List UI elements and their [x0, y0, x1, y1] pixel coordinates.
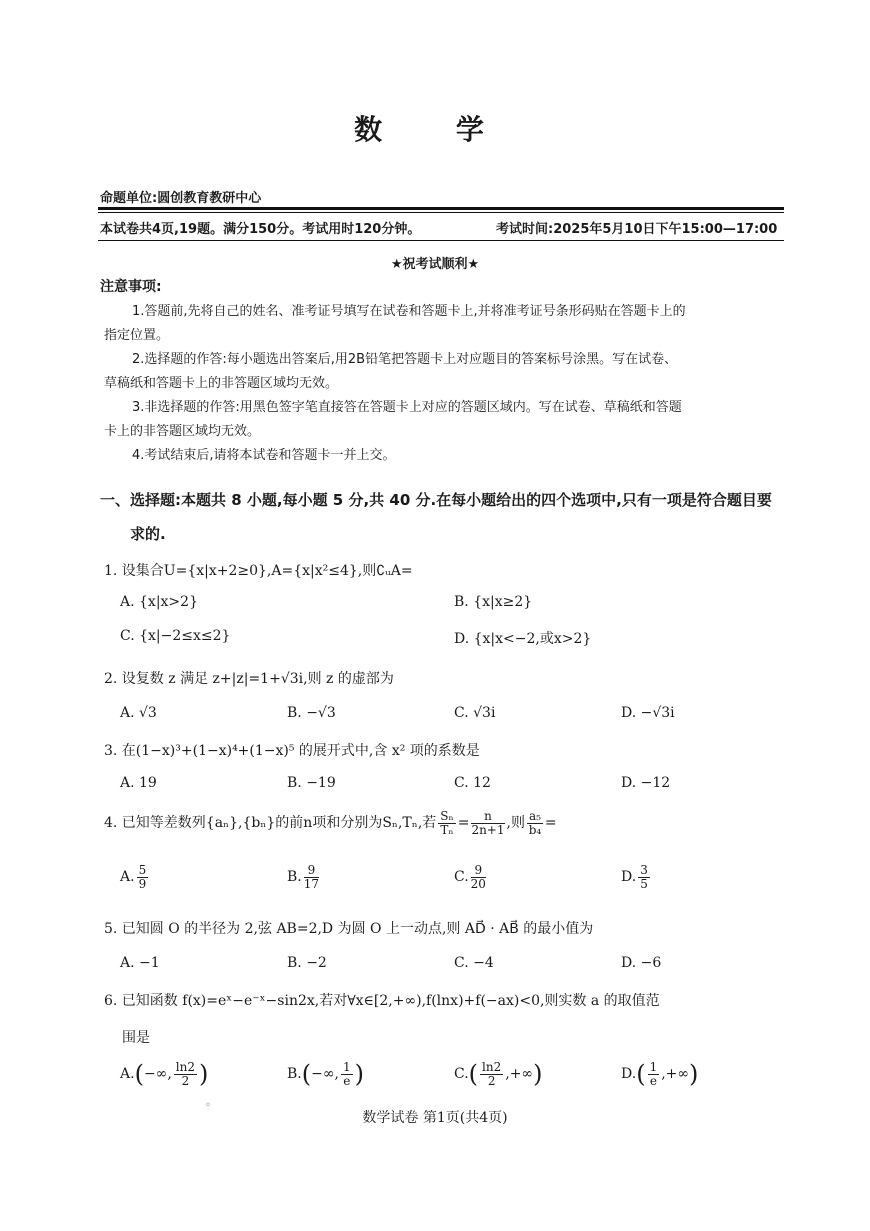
q1-option-b: B. {x|x≥2} [454, 594, 533, 610]
good-luck-banner: ★祝考试顺利★ [390, 257, 480, 272]
q5-option-c: C. −4 [454, 955, 494, 971]
q2-option-b: B. −√3 [287, 705, 336, 721]
q4-option-d: D. $\frac{3}{5}$ [621, 863, 648, 891]
q3-option-c: C. 12 [454, 775, 491, 791]
question-4-stem: 4. 已知等差数列{aₙ},{bₙ}的前n项和分别为Sₙ,Tₙ,若 $\frac{\text{Sₙ}}{\text{Tₙ}}$ = $\frac{n}{2n+1}$ ,则 $\frac{\text{a₅}}{\text{b₄}}$ = [104, 809, 557, 837]
notice-line: 卡上的非答题区域均无效。 [104, 424, 261, 439]
q6-option-b: B.(−∞, $\frac{1}{e}$ ) [287, 1059, 364, 1088]
question-2-stem: 2. 设复数 z 满足 z+|z|=1+√3i,则 z 的虚部为 [104, 671, 394, 687]
q5-option-d: D. −6 [621, 955, 662, 971]
q1-option-d: D. {x|x<−2,或x>2} [454, 631, 592, 647]
page-footer: 数学试卷 第1页(共4页) [362, 1110, 508, 1126]
notice-line: 3.非选择题的作答:用黑色签字笔直接答在答题卡上对应的答题区域内。写在试卷、草稿纸和答题 [132, 400, 682, 415]
exam-time: 考试时间:2025年5月10日下午15:00—17:00 [496, 222, 778, 237]
question-1-stem: 1. 设集合U={x|x+2≥0},A={x|x²≤4},则∁ᵤA= [104, 563, 413, 579]
question-6-stem-cont: 围是 [122, 1030, 150, 1046]
question-3-stem: 3. 在(1−x)³+(1−x)⁴+(1−x)⁵ 的展开式中,含 x² 项的系数是 [104, 743, 480, 759]
notice-line: 2.选择题的作答:每小题选出答案后,用2B铅笔把答题卡上对应题目的答案标号涂黑。写在试卷、 [132, 352, 678, 367]
q4-fraction-s-over-t: $\frac{\text{Sₙ}}{\text{Tₙ}}$ [440, 809, 454, 837]
question-6-stem: 6. 已知函数 f(x)=eˣ−e⁻ˣ−sin2x,若对∀x∈[2,+∞),f(lnx)+f(−ax)<0,则实数 a 的取值范 [104, 993, 660, 1009]
q2-option-c: C. √3i [454, 705, 496, 721]
q6-option-a: A.(−∞, $\frac{\ln 2}{2}$ ) [120, 1059, 209, 1088]
q5-option-b: B. −2 [287, 955, 327, 971]
notice-line: 4.考试结束后,请将本试卷和答题卡一并上交。 [132, 448, 396, 463]
q1-option-a: A. {x|x>2} [120, 594, 198, 610]
header-rule-thin [98, 212, 784, 213]
q6-option-c: C.( $\frac{\ln 2}{2}$ ,+∞) [454, 1059, 543, 1088]
notice-line: 草稿纸和答题卡上的非答题区域均无效。 [104, 376, 339, 391]
q3-option-a: A. 19 [120, 775, 157, 791]
q4-option-a: A. $\frac{5}{9}$ [120, 863, 147, 891]
q4-fraction-a5-over-b4: $\frac{\text{a₅}}{\text{b₄}}$ [528, 809, 542, 837]
question-5-stem: 5. 已知圆 O 的半径为 2,弦 AB=2,D 为圆 O 上一动点,则 AD⃗ · AB⃗ 的最小值为 [104, 921, 594, 937]
info-rule [98, 240, 784, 241]
page-title: 数 学 [354, 113, 516, 146]
q3-option-d: D. −12 [621, 775, 671, 791]
q1-option-c: C. {x|−2≤x≤2} [120, 628, 231, 644]
q2-option-d: D. −√3i [621, 705, 675, 721]
q6-option-d: D.( $\frac{1}{e}$ ,+∞) [621, 1059, 699, 1088]
organizer-line: 命题单位:圆创教育教研中心 [100, 191, 262, 206]
exam-info: 本试卷共4页,19题。满分150分。考试用时120分钟。 [100, 222, 421, 237]
q4-option-b: B. $\frac{9}{17}$ [287, 863, 320, 891]
q4-stem-a: 4. 已知等差数列{aₙ},{bₙ}的前n项和分别为Sₙ,Tₙ,若 [104, 815, 437, 832]
q2-option-a: A. √3 [120, 705, 157, 721]
stray-mark: ◦ [205, 1100, 211, 1111]
notice-line: 1.答题前,先将自己的姓名、准考证号填写在试卷和答题卡上,并将准考证号条形码贴在答题卡上的 [132, 304, 686, 319]
notice-heading: 注意事项: [100, 279, 162, 295]
section-heading: 一、选择题:本题共 8 小题,每小题 5 分,共 40 分.在每小题给出的四个选项中,只有一项是符合题目要 [100, 491, 772, 509]
header-rule-thick [98, 207, 784, 210]
q3-option-b: B. −19 [287, 775, 336, 791]
q4-option-c: C. $\frac{9}{20}$ [454, 863, 486, 891]
notice-line: 指定位置。 [104, 328, 170, 343]
q5-option-a: A. −1 [120, 955, 160, 971]
q4-fraction-n-over-2n1: $\frac{n}{2n+1}$ [471, 809, 505, 837]
section-heading-cont: 求的. [130, 525, 166, 543]
